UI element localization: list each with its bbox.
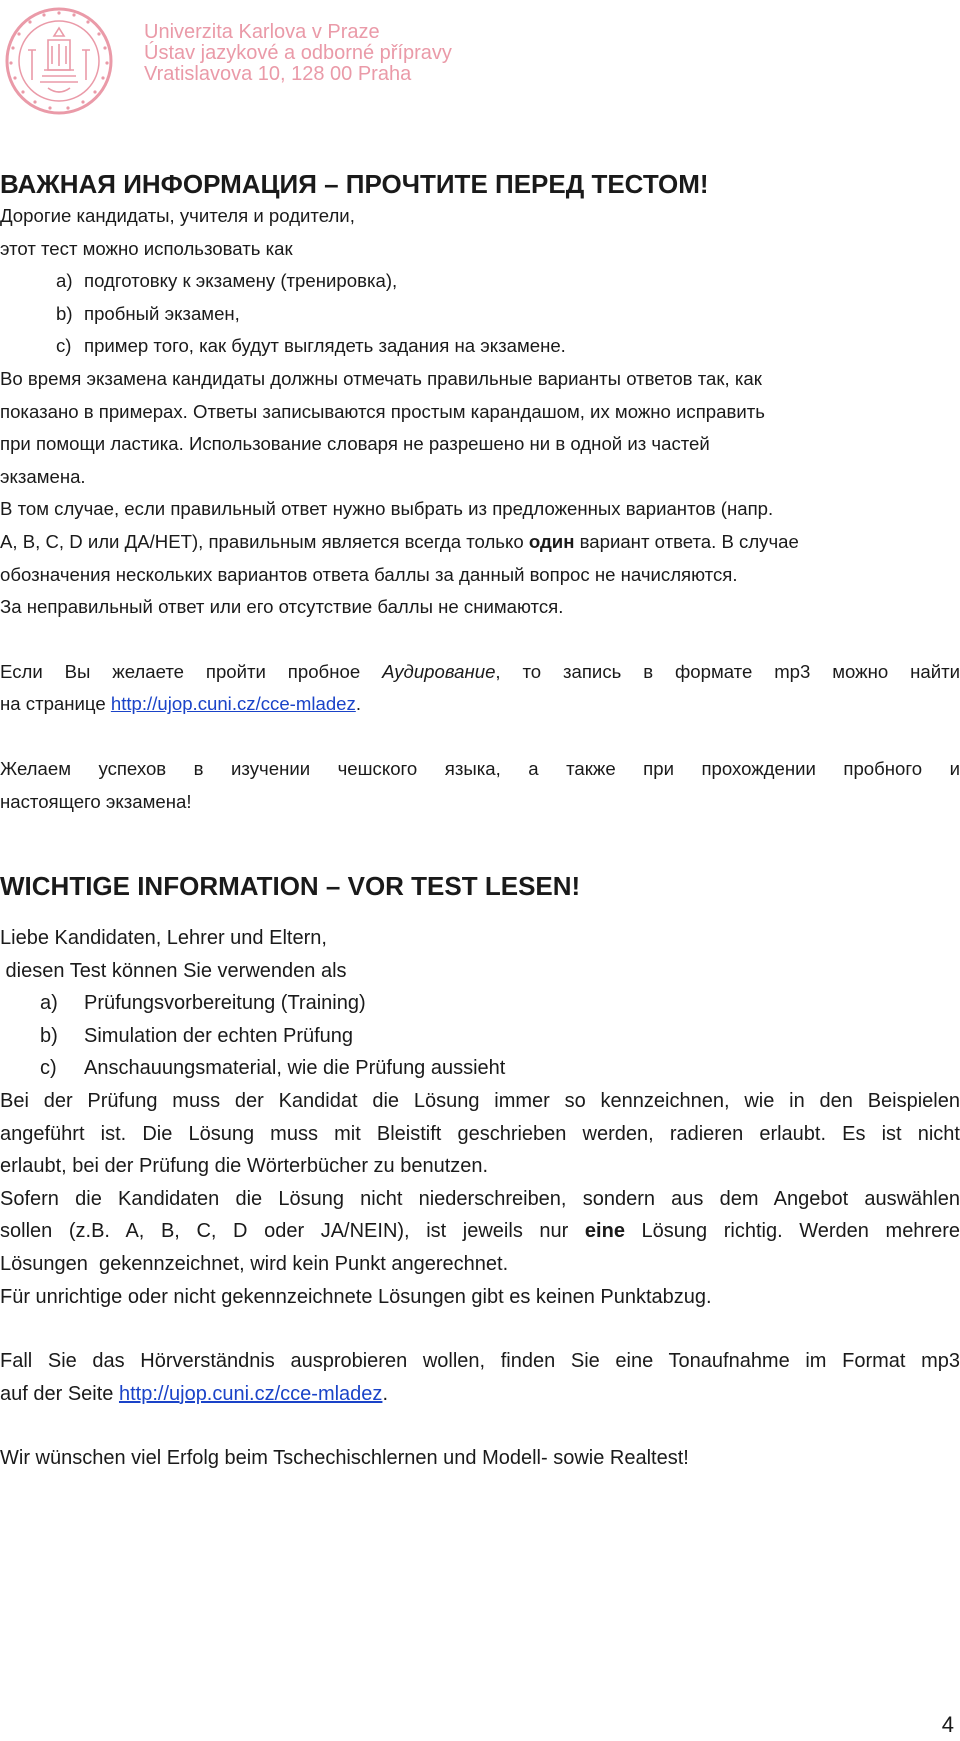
german-section [0, 870, 960, 1475]
russian-para2-line: обозначения нескольких вариантов ответа баллы за данный вопрос не начисляются. [0, 563, 738, 585]
german-link-line: auf der Seite http://ujop.cuni.cz/cce-mladez. [0, 1382, 388, 1405]
russian-listening-line: Если Вы желаете пройти пробное Аудирование, то запись в формате mp3 можно найти [0, 660, 960, 682]
russian-intro: этот тест можно использовать как [0, 237, 293, 259]
german-wish: Wir wünschen viel Erfolg beim Tschechischlernen und Modell- sowie Realtest! [0, 1447, 689, 1470]
german-list-item: a) Prüfungsvorbereitung (Training) [40, 992, 366, 1015]
russian-para1-line: экзамена. [0, 465, 86, 487]
german-intro: diesen Test können Sie verwenden als [0, 959, 347, 982]
german-para1-line: Bei der Prüfung muss der Kandidat die Lösung immer so kennzeichnen, wie in den Beispielen [0, 1089, 960, 1112]
german-greeting: Liebe Kandidaten, Lehrer und Eltern, [0, 927, 327, 949]
russian-para1-line: при помощи ластика. Использование словаря не разрешено ни в одной из частей [0, 433, 710, 455]
german-para2-line: sollen (z.B. A, B, C, D oder JA/NEIN), ist jeweils nur eine Lösung richtig. Werden mehrere [0, 1220, 960, 1243]
german-listening-line: Fall Sie das Hörverständnis ausprobieren wollen, finden Sie eine Tonaufnahme im Format mp3 [0, 1350, 960, 1373]
german-list-item: c) Anschauungsmaterial, wie die Prüfung aussieht [40, 1057, 506, 1080]
russian-greeting: Дорогие кандидаты, учителя и родители, [0, 205, 355, 226]
russian-heading: ВАЖНАЯ ИНФОРМАЦИЯ – ПРОЧТИТЕ ПЕРЕД ТЕСТОМ! [0, 169, 709, 199]
russian-wish-line: настоящего экзамена! [0, 790, 192, 812]
german-heading: WICHTIGE INFORMATION – VOR TEST LESEN! [0, 871, 581, 901]
german-para1-line: angeführt ist. Die Lösung muss mit Bleistift geschrieben werden, radieren erlaubt. Es ist nicht [0, 1122, 960, 1145]
russian-list-item: c) пример того, как будут выглядеть задания на экзамене. [56, 335, 566, 357]
russian-para1-line: Во время экзамена кандидаты должны отмечать правильные варианты ответов так, как [0, 367, 762, 389]
institute-name: Ústav jazykové a odborné přípravy [144, 42, 452, 64]
institute-address: Vratislavova 10, 128 00 Praha [144, 63, 412, 85]
russian-section [0, 168, 960, 818]
institution-header [144, 22, 452, 85]
german-list-item: b) Simulation der echten Prüfung [40, 1024, 354, 1047]
russian-list-item: b) пробный экзамен, [56, 302, 240, 324]
university-seal-logo [4, 6, 114, 116]
russian-para2-line: В том случае, если правильный ответ нужно выбрать из предложенных вариантов (напр. [0, 498, 774, 520]
german-para2-line: Sofern die Kandidaten die Lösung nicht niederschreiben, sondern aus dem Angebot auswählen [0, 1187, 960, 1210]
russian-link-line: на странице http://ujop.cuni.cz/cce-mladez. [0, 693, 361, 715]
german-para3: Für unrichtige oder nicht gekennzeichnete Lösungen gibt es keinen Punktabzug. [0, 1285, 712, 1308]
russian-wish-line: Желаем успехов в изучении чешского языка, а также при прохождении пробного и [0, 757, 960, 779]
german-para1-line: erlaubt, bei der Prüfung die Wörterbücher zu benutzen. [0, 1155, 489, 1178]
russian-para1-line: показано в примерах. Ответы записываются простым карандашом, их можно исправить [0, 400, 765, 422]
german-para2-line: Lösungen gekennzeichnet, wird kein Punkt angerechnet. [0, 1252, 509, 1275]
russian-audio-link[interactable]: http://ujop.cuni.cz/cce-mladez [110, 693, 356, 715]
russian-para3: За неправильный ответ или его отсутствие баллы не снимаются. [0, 596, 564, 618]
university-name: Univerzita Karlova v Praze [144, 21, 380, 43]
page-number: 4 [941, 1712, 954, 1737]
german-audio-link[interactable]: http://ujop.cuni.cz/cce-mladez [118, 1382, 383, 1405]
russian-list-item: a) подготовку к экзамену (тренировка), [56, 270, 398, 292]
russian-para2-line: А, В, С, D или ДА/НЕТ), правильным является всегда только один вариант ответа. В случае [0, 530, 799, 552]
